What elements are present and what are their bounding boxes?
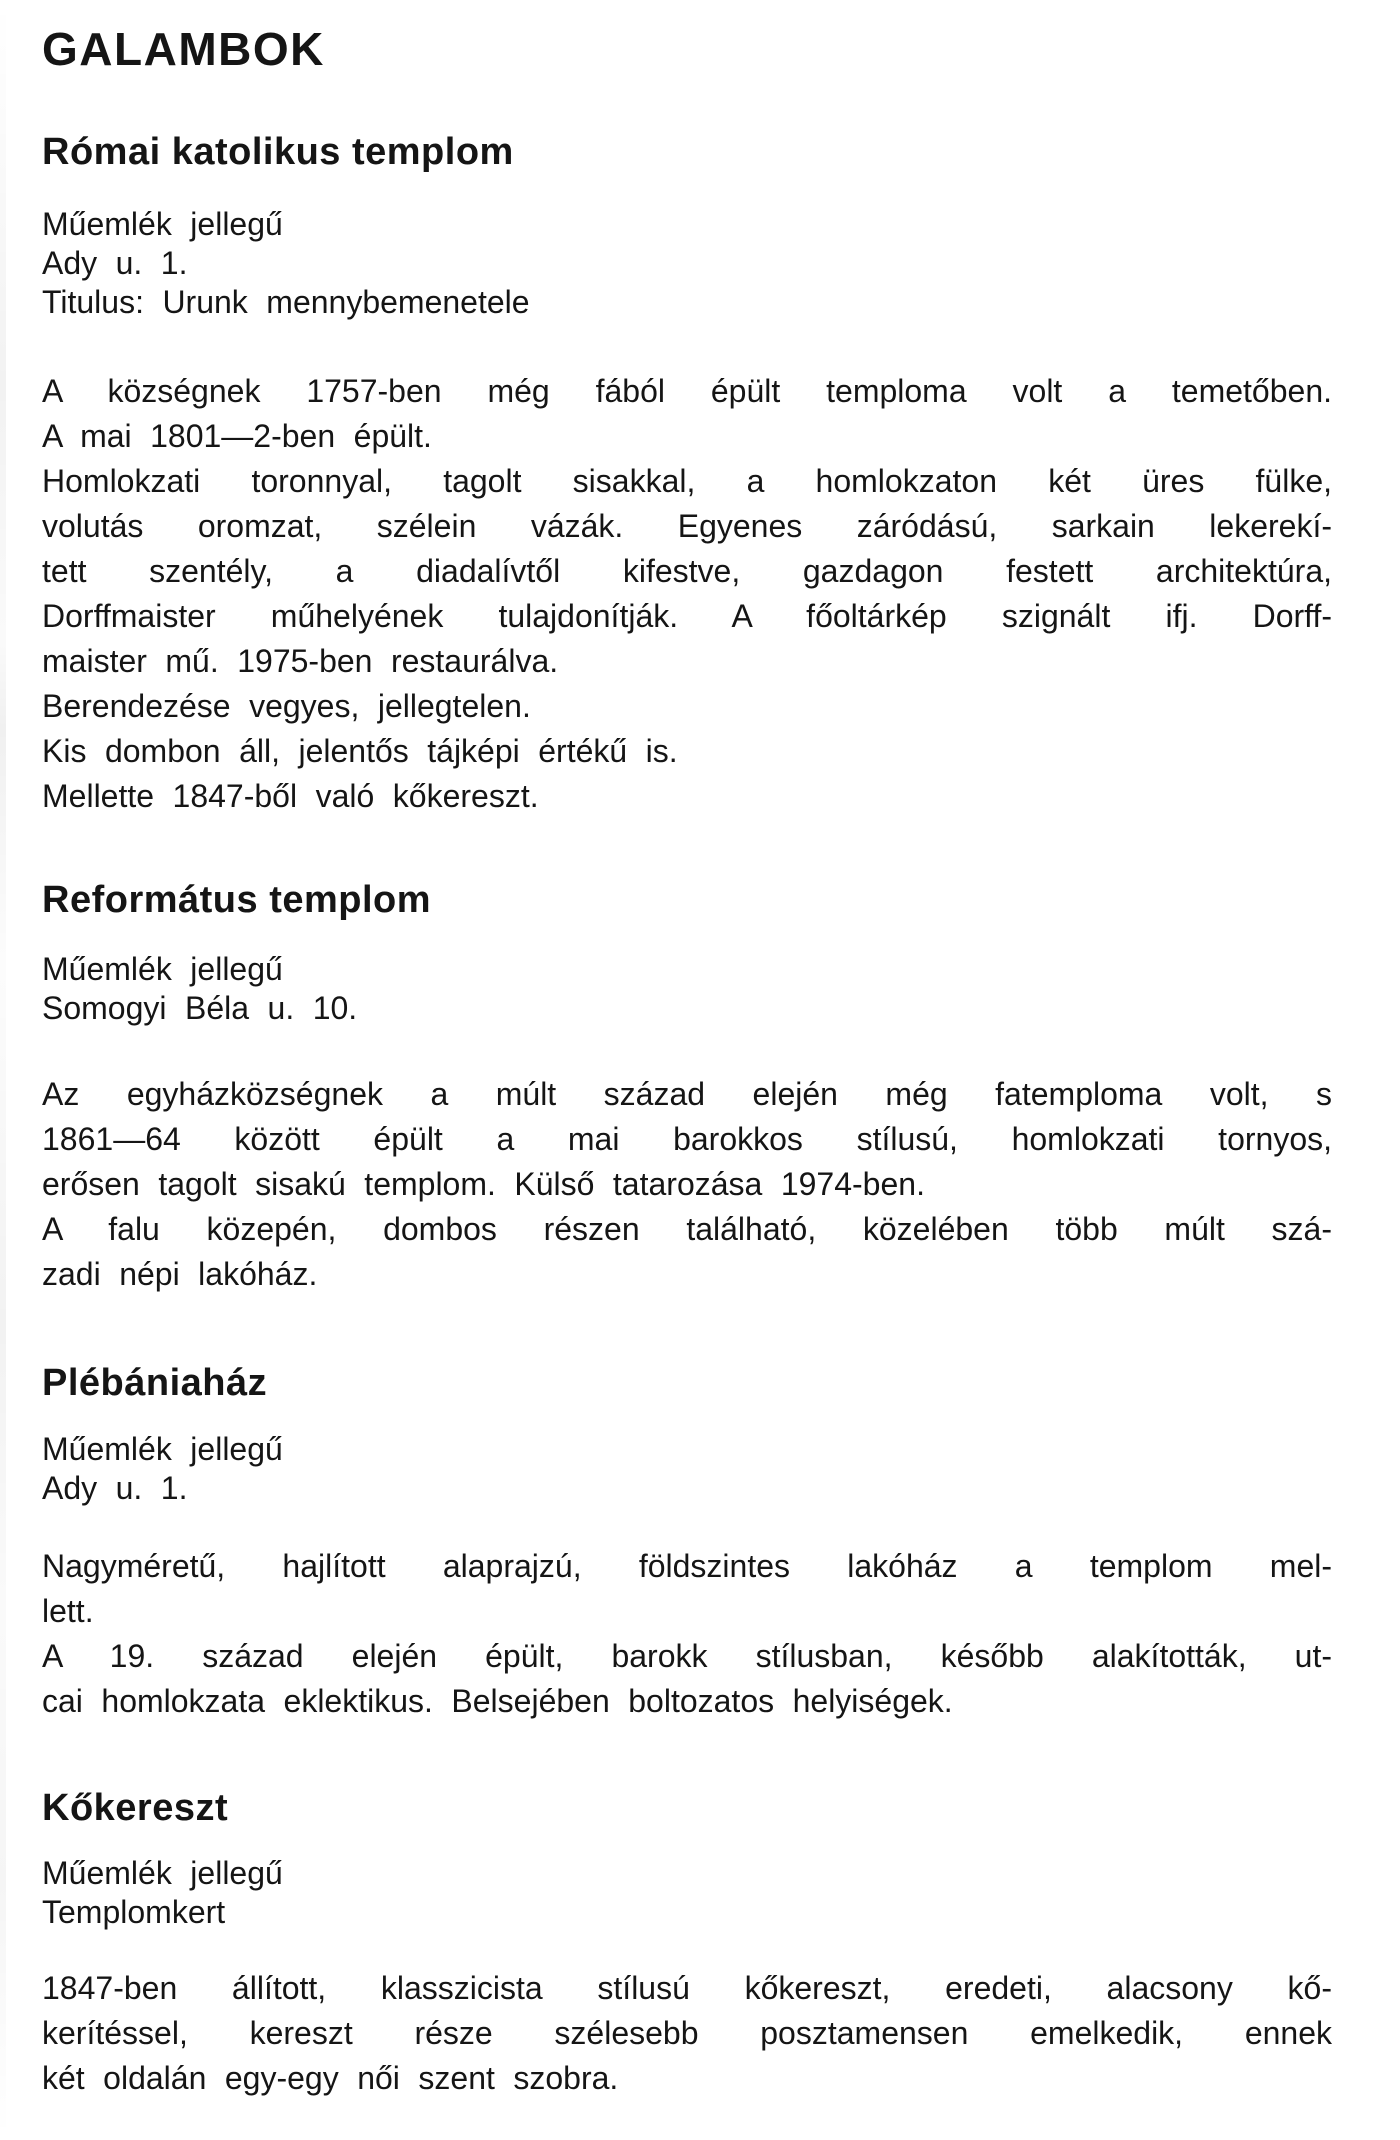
body-line: cai homlokzata eklektikus. Belsejében boltozatos helyiségek. <box>42 1683 953 1719</box>
body-line: A mai 1801—2-ben épült. <box>42 418 432 454</box>
section-paragraph <box>42 1544 1332 1724</box>
section-reformatus-templom <box>42 878 1332 1297</box>
body-line: A községnek 1757-ben még fából épült temploma volt a temetőben. <box>42 373 1332 409</box>
section-heading: Plébániaház <box>42 1362 268 1404</box>
body-line: Berendezése vegyes, jellegtelen. <box>42 688 531 724</box>
titulus-line: Titulus: Urunk mennybemenetele <box>42 284 530 320</box>
monument-meta <box>42 950 1332 1028</box>
scan-edge-shadow <box>0 0 6 2140</box>
section-kokereszt <box>42 1786 1332 2101</box>
body-line: Dorffmaister műhelyének tulajdonítják. A főoltárkép szignált ifj. Dorff- <box>42 598 1332 634</box>
monument-status-line: Műemlék jellegű <box>42 206 283 242</box>
section-romai-katolikus-templom <box>42 130 1332 819</box>
body-line: Kis dombon áll, jelentős tájképi értékű is. <box>42 733 678 769</box>
body-line: két oldalán egy-egy női szent szobra. <box>42 2060 619 2096</box>
body-line: A falu közepén, dombos részen található, közelében több múlt szá- <box>42 1211 1332 1247</box>
body-line: maister mű. 1975-ben restaurálva. <box>42 643 559 679</box>
body-line: 1847-ben állított, klasszicista stílusú kőkereszt, eredeti, alacsony kő- <box>42 1970 1332 2006</box>
body-line: Mellette 1847-ből való kőkereszt. <box>42 778 539 814</box>
address-line: Somogyi Béla u. 10. <box>42 990 358 1026</box>
monument-status-line: Műemlék jellegű <box>42 951 283 987</box>
page-title: GALAMBOK <box>42 23 325 75</box>
address-line: Templomkert <box>42 1894 226 1930</box>
section-paragraph <box>42 369 1332 819</box>
monument-meta <box>42 1854 1332 1932</box>
address-line: Ady u. 1. <box>42 245 188 281</box>
section-heading: Római katolikus templom <box>42 131 514 173</box>
section-heading: Kőkereszt <box>42 1787 229 1829</box>
body-line: Nagyméretű, hajlított alaprajzú, földszintes lakóház a templom mel- <box>42 1548 1332 1584</box>
address-line: Ady u. 1. <box>42 1470 188 1506</box>
section-paragraph <box>42 1966 1332 2101</box>
body-line: Az egyházközségnek a múlt század elején még fatemploma volt, s <box>42 1076 1332 1112</box>
section-paragraph <box>42 1072 1332 1297</box>
section-heading: Református templom <box>42 879 432 921</box>
body-line: zadi népi lakóház. <box>42 1256 318 1292</box>
body-line: kerítéssel, kereszt része szélesebb posztamensen emelkedik, ennek <box>42 2015 1332 2051</box>
monument-meta <box>42 205 1332 322</box>
body-line: erősen tagolt sisakú templom. Külső tatarozása 1974-ben. <box>42 1166 925 1202</box>
monument-status-line: Műemlék jellegű <box>42 1431 283 1467</box>
section-plebaniahaz <box>42 1361 1332 1724</box>
body-line: tett szentély, a diadalívtől kifestve, gazdagon festett architektúra, <box>42 553 1332 589</box>
body-line: volutás oromzat, szélein vázák. Egyenes záródású, sarkain lekerekí- <box>42 508 1332 544</box>
body-line: lett. <box>42 1593 94 1629</box>
body-line: 1861—64 között épült a mai barokkos stílusú, homlokzati tornyos, <box>42 1121 1332 1157</box>
body-line: A 19. század elején épült, barokk stílusban, később alakították, ut- <box>42 1638 1332 1674</box>
monument-status-line: Műemlék jellegű <box>42 1855 283 1891</box>
monument-meta <box>42 1430 1332 1508</box>
body-line: Homlokzati toronnyal, tagolt sisakkal, a homlokzaton két üres fülke, <box>42 463 1332 499</box>
